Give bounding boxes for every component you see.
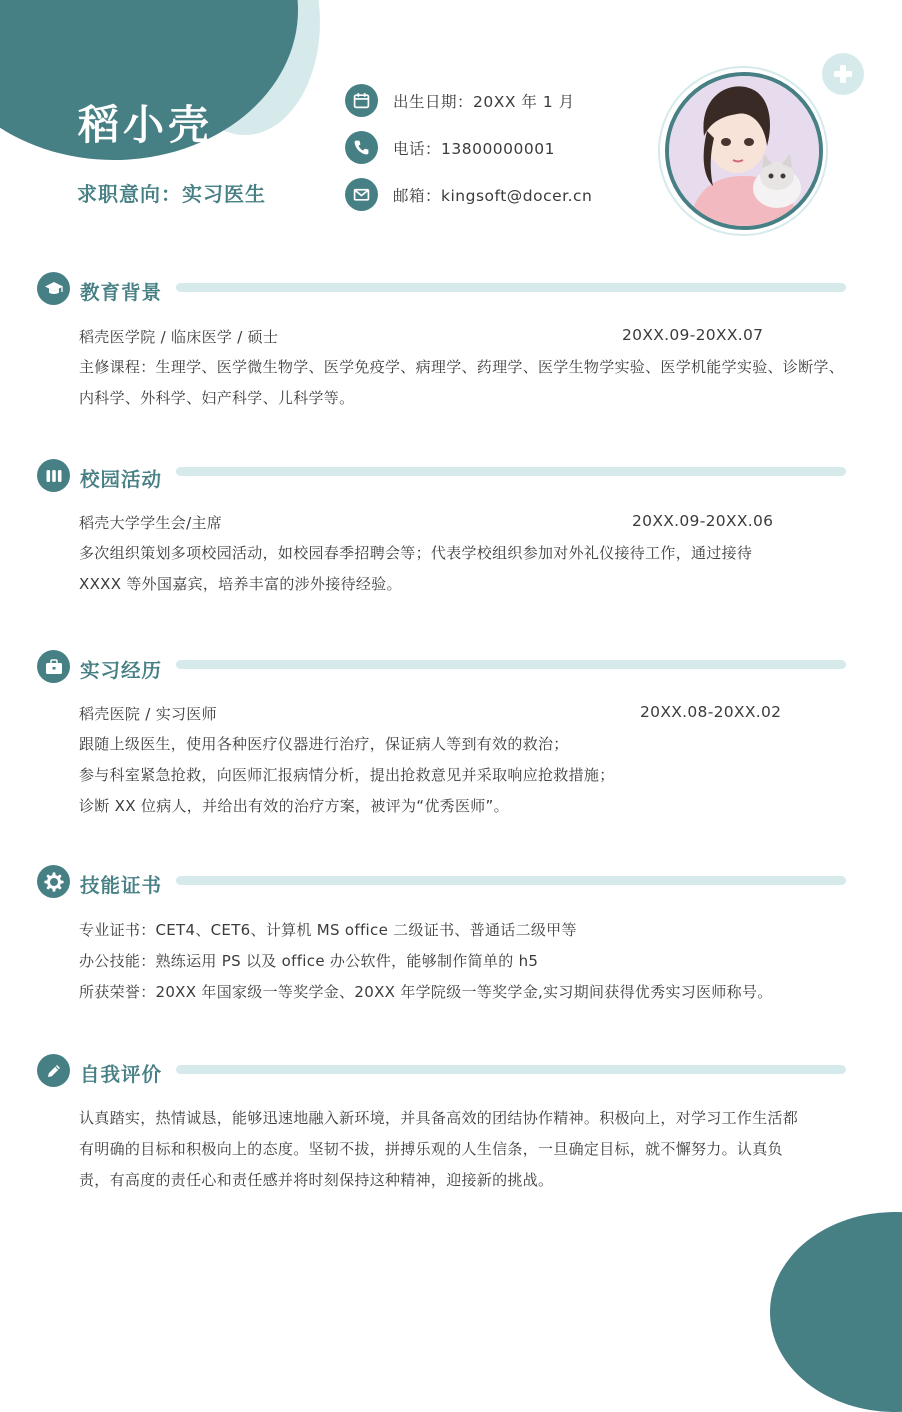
education-date: 20XX.09-20XX.07 <box>622 326 764 344</box>
calendar-icon <box>345 84 378 117</box>
internship-desc-line-2: 参与科室紧急抢救，向医师汇报病情分析，提出抢救意见并采取响应抢救措施； <box>79 766 615 784</box>
skills-divider <box>176 876 846 885</box>
candidate-name: 稻小壳 <box>78 101 213 149</box>
skills-office: 办公技能：熟练运用 PS 以及 office 办公软件，能够制作简单的 h5 <box>79 952 539 970</box>
self-eval-divider <box>176 1065 846 1074</box>
skills-cert: 专业证书：CET4、CET6、计算机 MS office 二级证书、普通话二级甲等 <box>79 921 577 939</box>
skills-honor: 所获荣誉：20XX 年国家级一等奖学金、20XX 年学院级一等奖学金,实习期间获得优秀实习医师称号。 <box>79 983 773 1001</box>
campus-desc-line-1: 多次组织策划多项校园活动，如校园春季招聘会等；代表学校组织参加对外礼仪接待工作，通过接待 <box>79 544 753 562</box>
avatar <box>665 72 823 230</box>
phone-number: 电话：13800000001 <box>393 140 555 158</box>
pencil-icon <box>37 1054 70 1087</box>
internship-date: 20XX.08-20XX.02 <box>640 703 782 721</box>
campus-date: 20XX.09-20XX.06 <box>632 512 774 530</box>
gear-icon <box>37 865 70 898</box>
books-icon <box>37 459 70 492</box>
self-eval-line-3: 责，有高度的责任心和责任感并将时刻保持这种精神，迎接新的挑战。 <box>79 1171 554 1189</box>
campus-org: 稻壳大学学生会/主席 <box>79 514 223 532</box>
plus-icon <box>822 53 864 95</box>
self-eval-title: 自我评价 <box>80 1063 163 1086</box>
education-divider <box>176 283 846 292</box>
briefcase-icon <box>37 650 70 683</box>
graduation-cap-icon <box>37 272 70 305</box>
internship-desc-line-3: 诊断 XX 位病人，并给出有效的治疗方案，被评为“优秀医师”。 <box>79 797 509 815</box>
self-eval-line-2: 有明确的目标和积极向上的态度。坚韧不拔，拼搏乐观的人生信条，一旦确定目标，就不懈努力。认真负 <box>79 1140 783 1158</box>
campus-desc-line-2: XXXX 等外国嘉宾，培养丰富的涉外接待经验。 <box>79 575 402 593</box>
email-address: 邮箱：kingsoft@docer.cn <box>393 187 593 205</box>
education-courses-line-1: 主修课程：生理学、医学微生物学、医学免疫学、病理学、药理学、医学生物学实验、医学机能学实验、诊断学、 <box>79 358 845 376</box>
footer-decoration <box>770 1212 902 1412</box>
education-title: 教育背景 <box>80 281 163 304</box>
mail-icon <box>345 178 378 211</box>
internship-divider <box>176 660 846 669</box>
education-school: 稻壳医学院 / 临床医学 / 硕士 <box>79 328 279 346</box>
campus-title: 校园活动 <box>80 468 163 491</box>
campus-divider <box>176 467 846 476</box>
birth-date: 出生日期：20XX 年 1 月 <box>393 93 575 111</box>
internship-desc-line-1: 跟随上级医生，使用各种医疗仪器进行治疗，保证病人等到有效的救治； <box>79 735 569 753</box>
job-intent: 求职意向：实习医生 <box>77 182 266 206</box>
skills-title: 技能证书 <box>80 874 163 897</box>
internship-org: 稻壳医院 / 实习医师 <box>79 705 217 723</box>
phone-icon <box>345 131 378 164</box>
self-eval-line-1: 认真踏实，热情诚恳，能够迅速地融入新环境，并具备高效的团结协作精神。积极向上，对学习工作生活都 <box>79 1109 799 1127</box>
education-courses-line-2: 内科学、外科学、妇产科学、儿科学等。 <box>79 389 355 407</box>
internship-title: 实习经历 <box>80 659 163 682</box>
